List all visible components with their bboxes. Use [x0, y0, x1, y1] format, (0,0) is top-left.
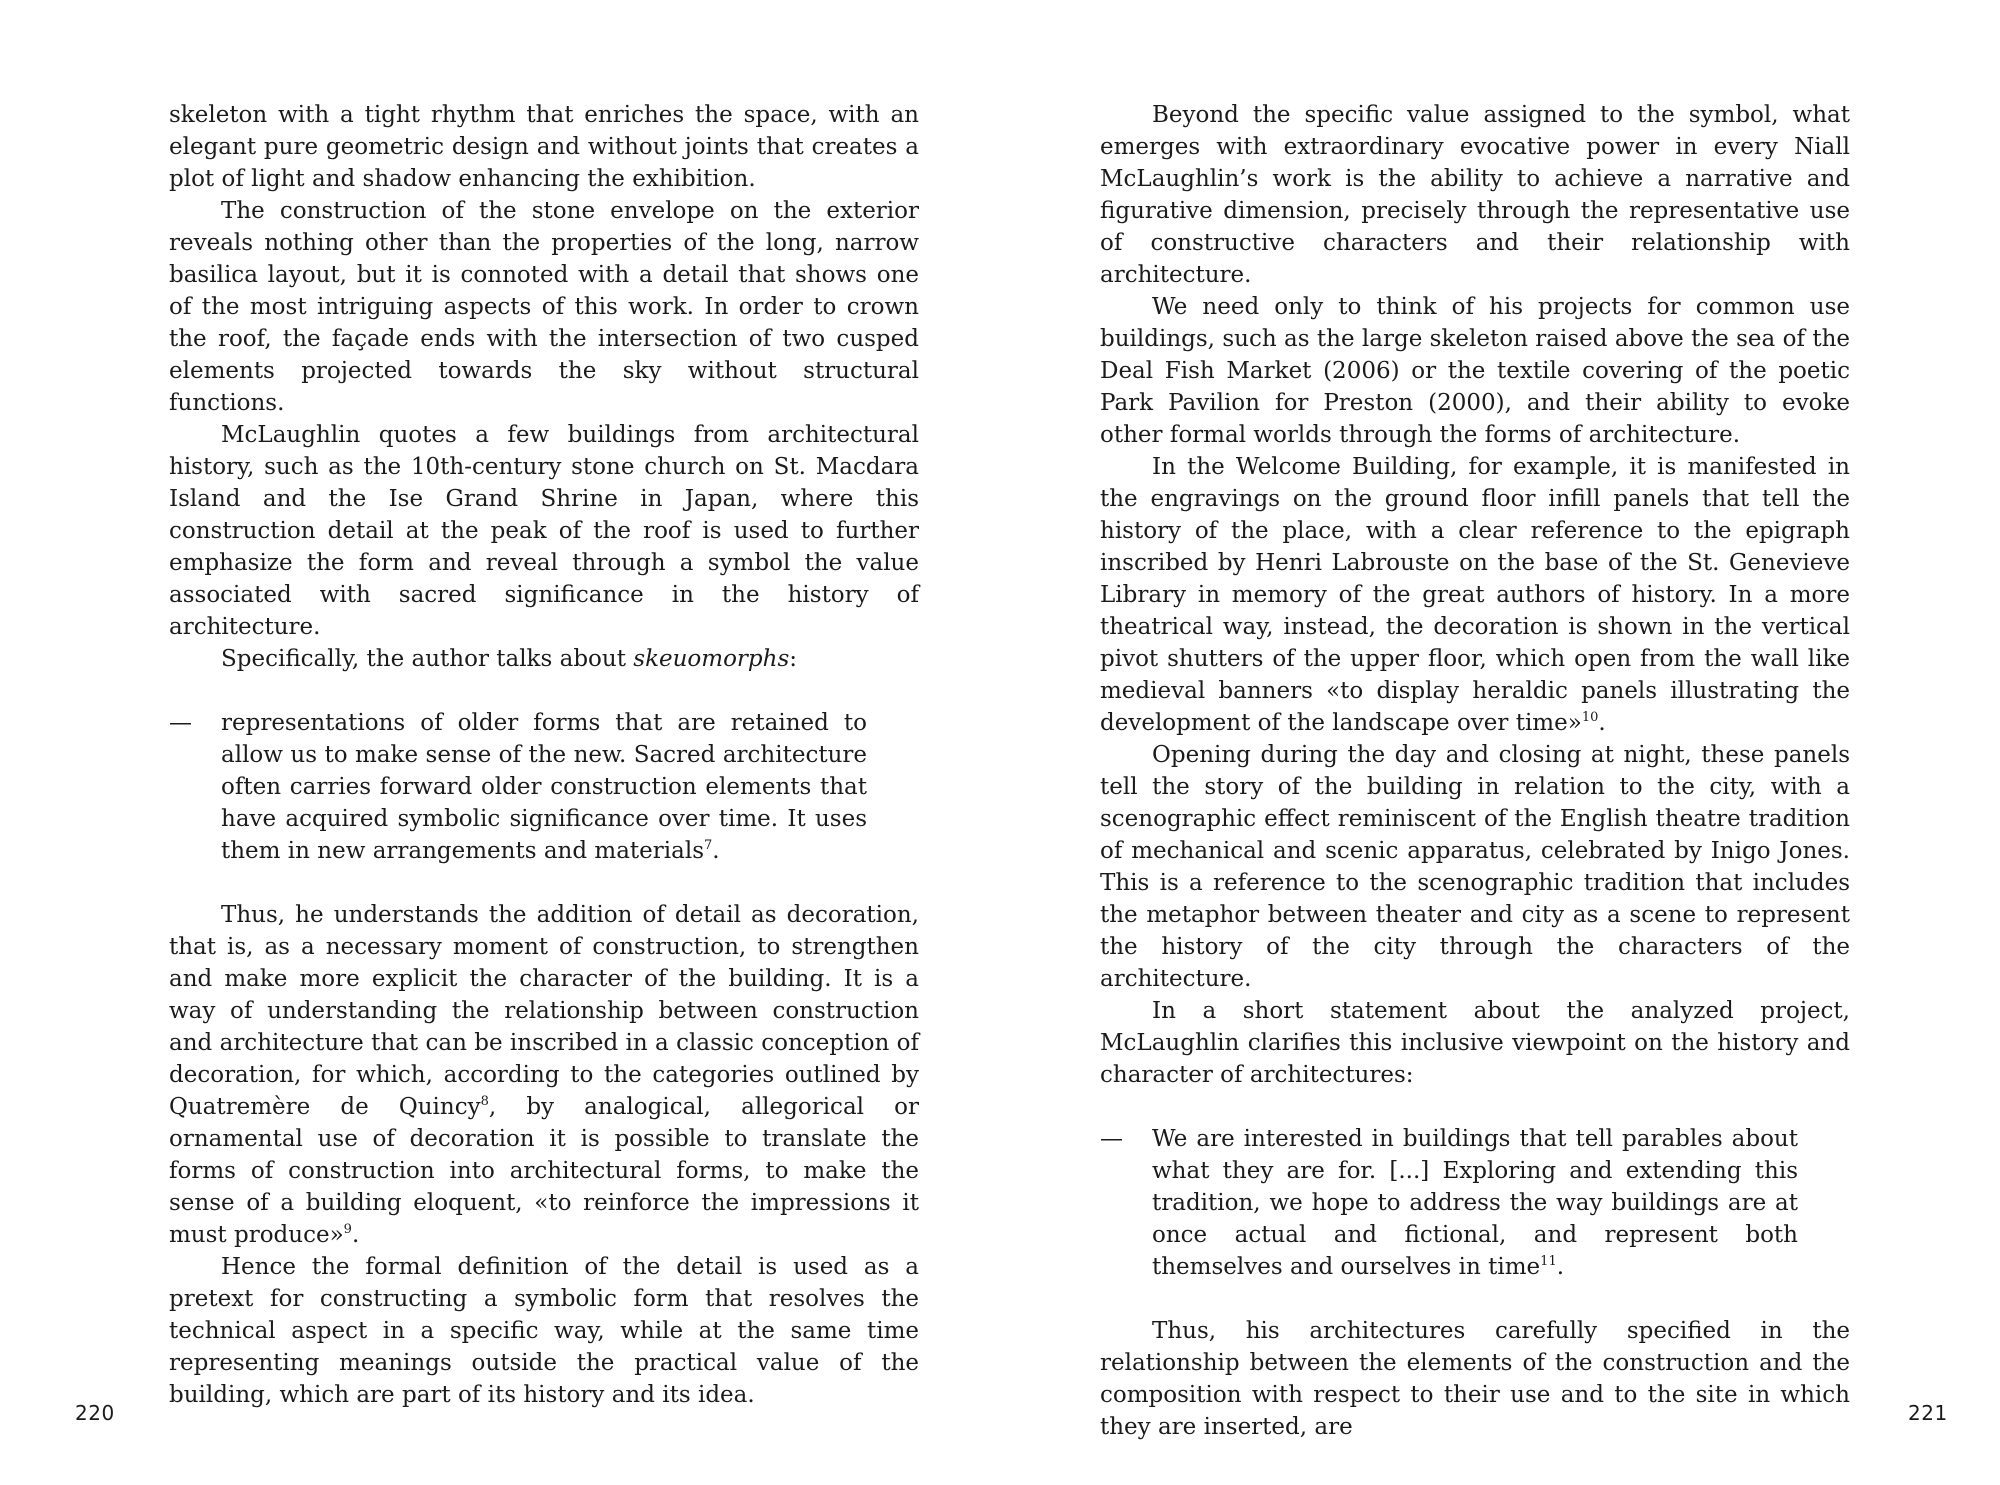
- quote-text: representations of older forms that are retained to allow us to make sense of the new. Sacred architecture often carries forward older construction elements that have acquired symbolic significance over time. It uses them in new arrangements and materials: [221, 710, 867, 864]
- footnote-marker: 8: [480, 1094, 489, 1109]
- right-text-column: [1100, 99, 1850, 1443]
- footnote-marker: 7: [704, 838, 713, 853]
- block-quote: [169, 707, 867, 867]
- footnote-marker: 9: [343, 1222, 352, 1237]
- paragraph: Thus, his architectures carefully specified in the relationship between the elements of the construction and the composition with respect to their use and to the site in which they are inserted, are: [1100, 1318, 1850, 1440]
- text-run: , by analogical, allegorical or ornamental use of decoration it is possible to translate the forms of construction into architectural forms, to make the sense of a building eloquent, «to reinforce the impressions it must produce»: [169, 1094, 919, 1248]
- block-quote: [1100, 1123, 1798, 1283]
- page-number: 221: [1908, 1401, 1948, 1425]
- paragraph: Beyond the specific value assigned to the symbol, what emerges with extraordinary evocative power in every Niall McLaughlin’s work is the ability to achieve a narrative and figurative dimension, precisely through the representative use of constructive characters and their relationship with architecture.: [1100, 102, 1850, 288]
- quote-dash: —: [1100, 1126, 1123, 1152]
- paragraph: Opening during the day and closing at night, these panels tell the story of the building in relation to the city, with a scenographic effect reminiscent of the English theatre tradition of mechanical and scenic apparatus, celebrated by Inigo Jones. This is a reference to the scenographic tradition that includes the metaphor between theater and city as a scene to represent the history of the city through the characters of the architecture.: [1100, 742, 1850, 992]
- text-run: .: [712, 838, 720, 864]
- text-run: Thus, he understands the addition of detail as decoration, that is, as a necessary moment of construction, to strengthen and make more explicit the character of the building. It is a way of understanding the relationship between construction and architecture that can be inscribed in a classic conception of decoration, for which, according to the categories outlined by Quatremère de Quincy: [169, 902, 919, 1120]
- left-text-column: [169, 99, 919, 1411]
- paragraph: [1100, 451, 1850, 739]
- paragraph: We need only to think of his projects for common use buildings, such as the large skeleton raised above the sea of the Deal Fish Market (2006) or the textile covering of the poetic Park Pavilion for Preston (2000), and their ability to evoke other formal worlds through the forms of architecture.: [1100, 294, 1850, 448]
- text-run: In the Welcome Building, for example, it is manifested in the engravings on the ground floor infill panels that tell the history of the place, with a clear reference to the epigraph inscribed by Henri Labrouste on the base of the St. Genevieve Library in memory of the great authors of history. In a more theatrical way, instead, the decoration is shown in the vertical pivot shutters of the upper floor, which open from the wall like medieval banners «to display heraldic panels illustrating the development of the landscape over time»: [1100, 454, 1850, 736]
- paragraph: [169, 643, 919, 675]
- quote-dash: —: [169, 710, 192, 736]
- paragraph: McLaughlin quotes a few buildings from architectural history, such as the 10th-century stone church on St. Macdara Island and the Ise Grand Shrine in Japan, where this construction detail at the peak of the roof is used to further emphasize the form and reveal through a symbol the value associated with sacred significance in the history of architecture.: [169, 422, 919, 640]
- footnote-marker: 10: [1581, 710, 1599, 725]
- paragraph: Hence the formal definition of the detail is used as a pretext for constructing a symbolic form that resolves the technical aspect in a specific way, while at the same time representing meanings outside the practical value of the building, which are part of its history and its idea.: [169, 1254, 919, 1408]
- right-page: [1000, 0, 2000, 1485]
- footnote-marker: 11: [1540, 1254, 1557, 1269]
- paragraph: skeleton with a tight rhythm that enriches the space, with an elegant pure geometric design and without joints that creates a plot of light and shadow enhancing the exhibition.: [169, 102, 919, 192]
- paragraph: In a short statement about the analyzed project, McLaughlin clarifies this inclusive viewpoint on the history and character of architectures:: [1100, 998, 1850, 1088]
- text-run: .: [351, 1222, 360, 1248]
- page-number: 220: [75, 1401, 115, 1425]
- text-run: Specifically, the author talks about: [221, 646, 634, 672]
- text-run: .: [1556, 1254, 1565, 1280]
- text-run: .: [1598, 710, 1606, 736]
- text-run: :: [789, 646, 798, 672]
- paragraph: [169, 899, 919, 1251]
- quote-text: We are interested in buildings that tell parables about what they are for. [...] Exploring and extending this tradition, we hope to address the way buildings are at once actual and fictional, and represent both themselves and ourselves in time: [1152, 1126, 1798, 1280]
- paragraph: The construction of the stone envelope on the exterior reveals nothing other than the properties of the long, narrow basilica layout, but it is connoted with a detail that shows one of the most intriguing aspects of this work. In order to crown the roof, the façade ends with the intersection of two cusped elements projected towards the sky without structural functions.: [169, 198, 919, 416]
- italic-term: skeuomorphs: [633, 646, 790, 672]
